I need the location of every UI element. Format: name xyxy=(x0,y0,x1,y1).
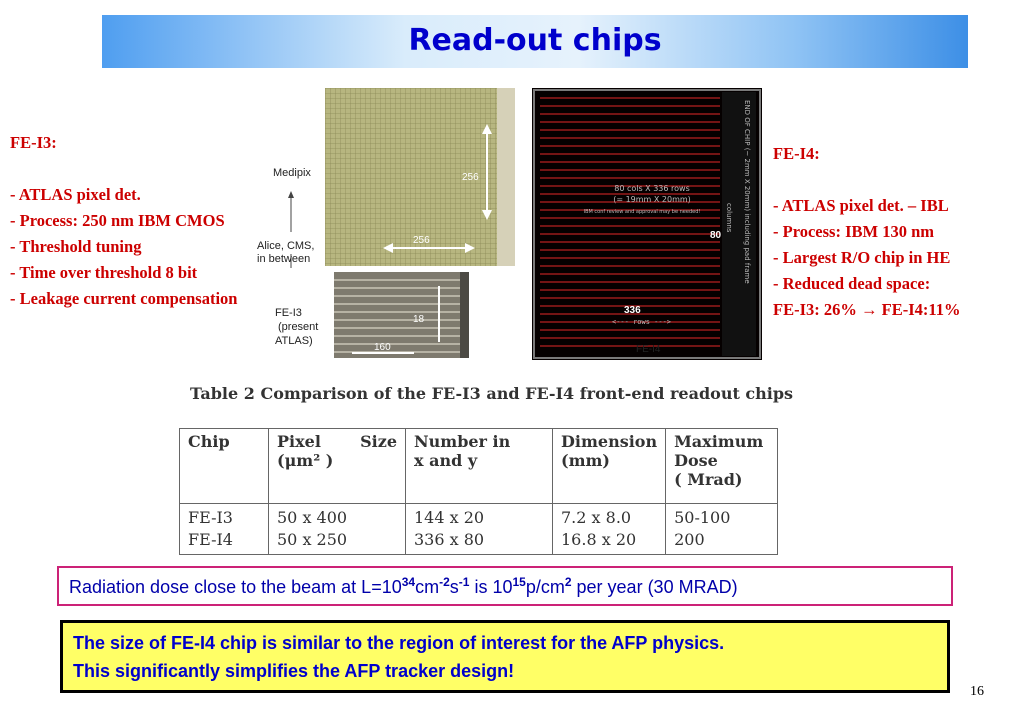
header-dimension: Dimension (mm) xyxy=(553,429,666,504)
title-banner xyxy=(102,15,968,68)
fe-i4-item: - Largest R/O chip in HE xyxy=(773,248,951,267)
fe-i3-chip-image xyxy=(334,272,469,358)
fe-i3-figure-label-3: ATLAS) xyxy=(275,335,313,347)
fe-i3-description xyxy=(10,130,237,312)
table-row xyxy=(180,504,778,555)
fe-i4-columns-label: columns xyxy=(725,203,733,233)
header-number: Number in x and y xyxy=(406,429,553,504)
fe-i4-chip-image xyxy=(532,88,762,360)
radiation-dose-note: Radiation dose close to the beam at $L=10^{34}cm^{-2}s^{-1}$ is $10^{15}p/cm^2$ per year (30 MRAD) xyxy=(57,566,953,606)
medipix-dim-vertical: 256 xyxy=(462,172,479,183)
header-max-dose: Maximum Dose ( Mrad) xyxy=(666,429,778,504)
medipix-dim-horizontal: 256 xyxy=(413,235,430,246)
fe-i4-item: - Reduced dead space: xyxy=(773,274,931,293)
fe-i4-description xyxy=(773,141,960,323)
fe-i3-dim-horizontal: 160 xyxy=(374,342,391,353)
conclusion-box xyxy=(60,620,950,693)
fe-i4-dim-rows: 336 xyxy=(624,305,641,316)
fe-i3-heading: FE-I3: xyxy=(10,133,57,152)
fe-i3-item: - Process: 250 nm IBM CMOS xyxy=(10,211,225,230)
fe-i4-heading: FE-I4: xyxy=(773,144,820,163)
cell-dose: 50-100 200 xyxy=(666,504,778,555)
conclusion-line: This significantly simplifies the AFP tracker design! xyxy=(73,661,515,681)
table-caption: Table 2 Comparison of the FE-I3 and FE-I4 front-end readout chips xyxy=(190,384,794,403)
medipix-chip-image xyxy=(325,88,515,266)
between-label-2: in between xyxy=(257,253,311,265)
between-label-1: Alice, CMS, xyxy=(257,240,315,252)
fe-i3-figure-label-1: FE-I3 xyxy=(275,307,302,319)
fe-i3-item: - Time over threshold 8 bit xyxy=(10,263,198,282)
cell-dimension: 7.2 x 8.0 16.8 x 20 xyxy=(553,504,666,555)
fe-i4-label-3: IBM conf review and approval may be needed! xyxy=(583,209,701,215)
header-pixel-size: Pixel Size (μm² ) xyxy=(269,429,406,504)
fe-i4-item: - Process: IBM 130 nm xyxy=(773,222,935,241)
page-number: 16 xyxy=(970,684,984,699)
fe-i4-item: FE-I3: 26% → FE-I4:11% xyxy=(773,300,961,319)
fe-i4-side-label: END OF CHIP (~ 2mm X 20mm) including pad frame xyxy=(743,100,751,284)
fe-i3-item: - Leakage current compensation xyxy=(10,289,238,308)
fe-i4-rows-label: <--- rows ---> xyxy=(612,318,672,326)
cell-pixel: 50 x 400 50 x 250 xyxy=(269,504,406,555)
conclusion-line: The size of FE-I4 chip is similar to the region of interest for the AFP physics. xyxy=(73,633,725,653)
cell-number: 144 x 20 336 x 80 xyxy=(406,504,553,555)
comparison-table xyxy=(179,428,778,555)
fe-i4-dim-cols: 80 xyxy=(710,230,722,241)
fe-i3-figure-label-2: (present xyxy=(278,321,319,333)
spacer xyxy=(773,167,960,193)
spacer xyxy=(10,156,237,182)
fe-i3-dim-vertical: 18 xyxy=(413,314,425,325)
fe-i3-item: - ATLAS pixel det. xyxy=(10,185,141,204)
header-chip: Chip xyxy=(180,429,269,504)
cell-chip: FE-I3 FE-I4 xyxy=(180,504,269,555)
fe-i4-figure-caption: FE-I4 xyxy=(636,344,661,355)
table-header-row xyxy=(180,429,778,504)
fe-i3-item: - Threshold tuning xyxy=(10,237,142,256)
fe-i4-label-1: 80 cols X 336 rows xyxy=(614,184,690,193)
slide-title: Read-out chips xyxy=(408,23,662,58)
fe-i4-item: - ATLAS pixel det. – IBL xyxy=(773,196,949,215)
fe-i4-label-2: (= 19mm X 20mm) xyxy=(613,195,691,204)
medipix-label: Medipix xyxy=(273,167,311,179)
